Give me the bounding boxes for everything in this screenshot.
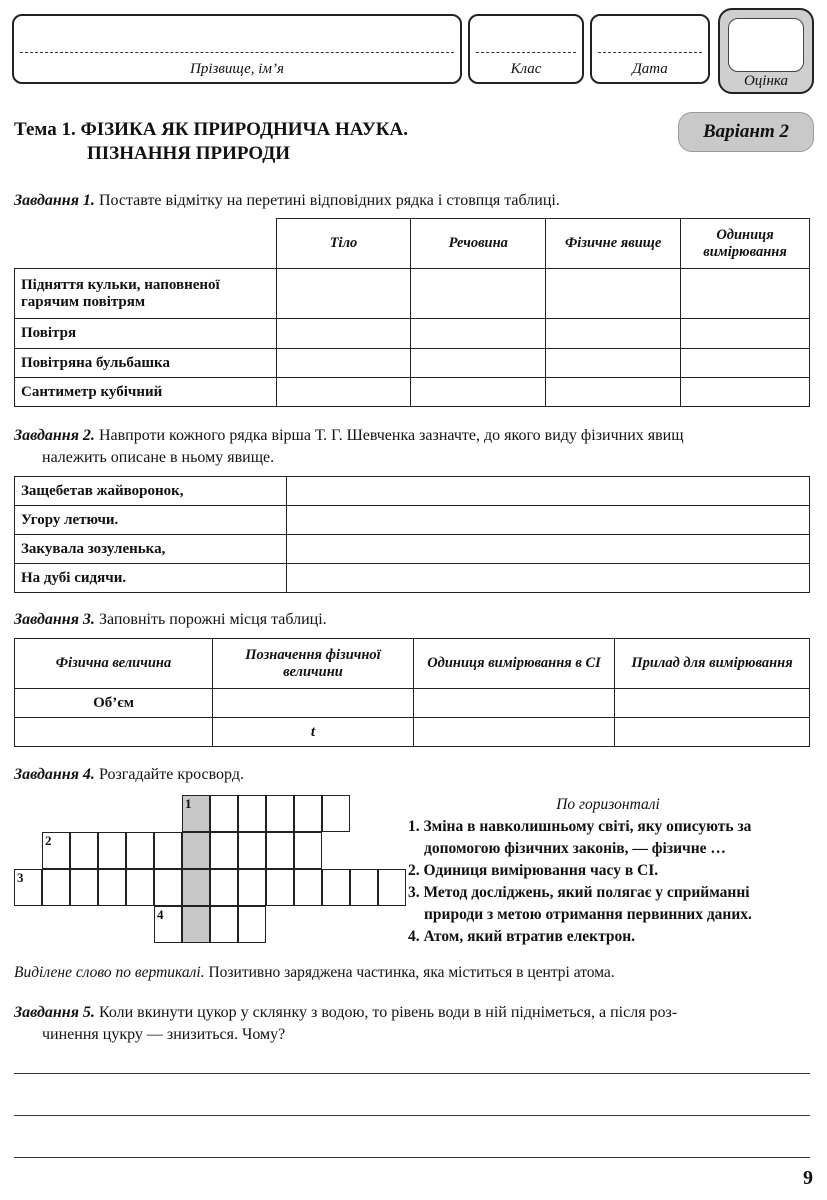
task3-cell[interactable] (615, 689, 810, 718)
crossword-cell[interactable] (14, 869, 42, 906)
crossword-cell[interactable] (238, 832, 266, 869)
crossword-number: 4 (157, 907, 164, 922)
crossword-cell[interactable] (182, 906, 210, 943)
task1-empty-corner (15, 219, 277, 269)
task5-label: Завдання 5. (14, 1004, 95, 1021)
topic-title-line2: ПІЗНАННЯ ПРИРОДИ (87, 143, 291, 164)
clue-item: 3. Метод досліджень, який полягає у сприйманні природи з метою отримання первинних даних. (408, 884, 752, 923)
task1-cell[interactable] (276, 378, 411, 407)
crossword-cell[interactable] (350, 869, 378, 906)
answer-line[interactable] (14, 1073, 810, 1074)
clue-item: 1. Зміна в навколишньому світі, яку описують за допомогою фізичних законів, — фізичне … (408, 818, 752, 857)
class-field[interactable] (468, 14, 584, 84)
crossword-cell[interactable] (210, 795, 238, 832)
task2-table (14, 476, 810, 593)
vertical-clue-text: Позитивно заряджена частинка, яка міститься в центрі атома. (208, 964, 615, 981)
task1-cell[interactable] (681, 349, 810, 378)
class-label: Клас (510, 61, 542, 77)
task1-row-label: Підняття кульки, наповненої гарячим повітрям (15, 269, 277, 319)
date-line (598, 52, 702, 53)
crossword-clues (408, 794, 808, 948)
task1-col-header: Одиниця вимірювання (681, 219, 810, 269)
task1-table (14, 218, 810, 407)
crossword-cell[interactable] (238, 869, 266, 906)
task3-cell[interactable] (213, 689, 414, 718)
crossword-cell[interactable] (70, 869, 98, 906)
task1-col-header: Речовина (411, 219, 546, 269)
name-line (20, 52, 454, 53)
task1-row-label: Повітря (15, 319, 277, 349)
task1-cell[interactable] (411, 378, 546, 407)
name-label: Прізвище, ім’я (190, 61, 284, 77)
crossword-cell[interactable] (294, 869, 322, 906)
grade-field[interactable] (718, 8, 814, 94)
task1-cell[interactable] (546, 269, 681, 319)
task1-cell[interactable] (546, 349, 681, 378)
crossword-number: 2 (45, 833, 52, 848)
clues-heading: По горизонталі (556, 796, 660, 813)
task3-col-header: Фізична величина (15, 639, 213, 689)
task3-table (14, 638, 810, 747)
task2-text: Навпроти кожного рядка вірша Т. Г. Шевченка зазначте, до якого виду фізичних явищ (98, 427, 684, 444)
task1-col-header: Тіло (276, 219, 411, 269)
crossword-cell[interactable] (126, 869, 154, 906)
task2-answer-cell[interactable] (287, 564, 810, 593)
crossword-cell[interactable] (182, 832, 210, 869)
task1-prompt (14, 190, 560, 212)
task3-quantity-cell: Об’єм (15, 689, 213, 718)
crossword-cell[interactable] (294, 832, 322, 869)
class-line (476, 52, 576, 53)
crossword-cell[interactable] (210, 832, 238, 869)
crossword-cell[interactable] (182, 795, 210, 832)
clue-item: 2. Одиниця вимірювання часу в СІ. (408, 862, 659, 879)
vertical-clue (14, 962, 615, 984)
answer-line[interactable] (14, 1115, 810, 1116)
crossword-cell[interactable] (154, 832, 182, 869)
crossword-cell[interactable] (126, 832, 154, 869)
task1-cell[interactable] (681, 378, 810, 407)
task5-text-cont: чинення цукру — знизиться. Чому? (42, 1026, 286, 1043)
task4-label: Завдання 4. (14, 766, 95, 783)
task2-label: Завдання 2. (14, 427, 95, 444)
task5-prompt (14, 1002, 677, 1046)
task1-label: Завдання 1. (14, 192, 95, 209)
page-number: 9 (803, 1167, 813, 1189)
task3-col-header: Одиниця вимірювання в СІ (414, 639, 615, 689)
crossword-cell[interactable] (266, 795, 294, 832)
grade-label: Оцінка (743, 73, 789, 89)
crossword-cell[interactable] (378, 869, 406, 906)
crossword-cell[interactable] (210, 869, 238, 906)
task2-row-label: Защебетав жайворонок, (15, 477, 287, 506)
crossword-cell[interactable] (42, 832, 70, 869)
task3-cell[interactable] (414, 718, 615, 747)
answer-line[interactable] (14, 1157, 810, 1158)
task3-col-header: Позначення фізичної величини (213, 639, 414, 689)
task1-text: Поставте відмітку на перетині відповідних рядка і стовпця таблиці. (98, 192, 560, 209)
task2-row-label: Закувала зозуленька, (15, 535, 287, 564)
task3-text: Заповніть порожні місця таблиці. (98, 611, 327, 628)
task1-cell[interactable] (546, 319, 681, 349)
task1-col-header: Фізичне явище (546, 219, 681, 269)
task1-cell[interactable] (681, 319, 810, 349)
crossword-cell[interactable] (42, 869, 70, 906)
task2-row-label: Угору летючи. (15, 506, 287, 535)
crossword-cell[interactable] (98, 869, 126, 906)
task1-row-label: Сантиметр кубічний (15, 378, 277, 407)
task1-cell[interactable] (276, 319, 411, 349)
task3-label: Завдання 3. (14, 611, 95, 628)
task4-prompt (14, 764, 244, 786)
task3-prompt (14, 609, 327, 631)
task1-cell[interactable] (411, 319, 546, 349)
task2-text-cont: належить описане в ньому явище. (42, 449, 275, 466)
crossword-cell[interactable] (154, 869, 182, 906)
task1-cell[interactable] (546, 378, 681, 407)
task1-cell[interactable] (411, 269, 546, 319)
crossword-cell[interactable] (322, 869, 350, 906)
task2-row-label: На дубі сидячи. (15, 564, 287, 593)
crossword-cell[interactable] (238, 906, 266, 943)
date-label: Дата (632, 61, 668, 77)
crossword-cell[interactable] (182, 869, 210, 906)
task3-cell[interactable] (615, 718, 810, 747)
task1-row-label: Повітряна бульбашка (15, 349, 277, 378)
task1-cell[interactable] (411, 349, 546, 378)
task2-answer-cell[interactable] (287, 477, 810, 506)
crossword-cell[interactable] (98, 832, 126, 869)
crossword-cell[interactable] (266, 869, 294, 906)
task5-text: Коли вкинути цукор у склянку з водою, то рівень води в ній підніметься, а після роз- (98, 1004, 678, 1021)
variant-badge: Варіант 2 (678, 112, 814, 152)
task1-cell[interactable] (276, 349, 411, 378)
crossword-cell[interactable] (210, 906, 238, 943)
crossword-cell[interactable] (238, 795, 266, 832)
task3-cell[interactable] (15, 718, 213, 747)
task1-cell[interactable] (681, 269, 810, 319)
vertical-clue-label: Виділене слово по вертикалі. (14, 964, 205, 981)
crossword-cell[interactable] (266, 832, 294, 869)
crossword-cell[interactable] (154, 906, 182, 943)
task3-col-header: Прилад для вимірювання (615, 639, 810, 689)
crossword-cell[interactable] (294, 795, 322, 832)
topic-title-line1: Тема 1. ФІЗИКА ЯК ПРИРОДНИЧА НАУКА. (14, 119, 409, 140)
crossword-cell[interactable] (322, 795, 350, 832)
task1-cell[interactable] (276, 269, 411, 319)
task3-symbol-cell: t (213, 718, 414, 747)
crossword-number: 1 (185, 796, 192, 811)
task2-answer-cell[interactable] (287, 506, 810, 535)
task4-text: Розгадайте кросворд. (98, 766, 244, 783)
task2-answer-cell[interactable] (287, 535, 810, 564)
crossword-number: 3 (17, 870, 24, 885)
grade-box (728, 18, 804, 72)
name-field[interactable] (12, 14, 462, 84)
task2-prompt (14, 425, 684, 469)
task3-cell[interactable] (414, 689, 615, 718)
crossword-cell[interactable] (70, 832, 98, 869)
clue-item: 4. Атом, який втратив електрон. (408, 928, 636, 945)
date-field[interactable] (590, 14, 710, 84)
